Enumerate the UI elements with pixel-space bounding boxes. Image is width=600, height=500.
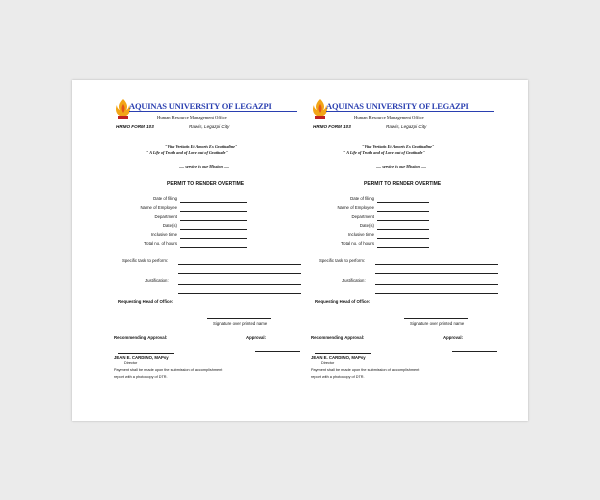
recommending-signature-line[interactable]: [315, 353, 371, 354]
field-label-department: Department: [351, 214, 374, 219]
justification-line-1[interactable]: [375, 284, 498, 285]
director-name: JEAN E. CARDINO, MAPsy: [114, 355, 169, 360]
address: Rawis, Legazpi City: [189, 124, 230, 129]
office-name: Human Resource Management Office: [354, 115, 424, 120]
specific-task-line-2[interactable]: [375, 273, 498, 274]
justification-line-2[interactable]: [375, 293, 498, 294]
field-line-name-of-employee[interactable]: [180, 211, 247, 212]
signature-caption: Signature over printed name: [410, 321, 465, 326]
payment-note-line-1: Payment shall be made upon the submission of accomplishment: [114, 368, 223, 372]
field-line-total-hours[interactable]: [377, 247, 429, 248]
overtime-permit-form-right: [312, 80, 498, 421]
field-line-total-hours[interactable]: [180, 247, 247, 248]
overtime-permit-form-left: [115, 80, 301, 421]
justification-line-1[interactable]: [178, 284, 301, 285]
justification-label: Justification:: [342, 278, 366, 283]
field-line-inclusive-time[interactable]: [377, 238, 429, 239]
specific-task-line-2[interactable]: [178, 273, 301, 274]
specific-task-label: Specific task to perform:: [122, 258, 169, 263]
field-label-inclusive-time: Inclusive time: [150, 232, 177, 237]
specific-task-label: Specific task to perform:: [319, 258, 366, 263]
requesting-head-label: Requesting Head of Office:: [118, 299, 174, 304]
university-name: AQUINAS UNIVERSITY OF LEGAZPI: [129, 101, 272, 111]
requesting-head-signature-line[interactable]: [207, 318, 271, 319]
justification-line-2[interactable]: [178, 293, 301, 294]
director-name: JEAN E. CARDINO, MAPsy: [311, 355, 366, 360]
director-title: Director: [321, 361, 335, 365]
document-page: [72, 80, 528, 421]
approval-signature-line[interactable]: [255, 351, 300, 352]
office-name: Human Resource Management Office: [157, 115, 227, 120]
motto-latin: "Vita Veritatis Et Amoris Ex Gratitudine": [165, 144, 238, 149]
specific-task-line-1[interactable]: [375, 264, 498, 265]
requesting-head-signature-line[interactable]: [404, 318, 468, 319]
director-title: Director: [124, 361, 138, 365]
motto-latin: "Vita Veritatis Et Amoris Ex Gratitudine": [362, 144, 435, 149]
field-label-dates: Date(s): [359, 223, 374, 228]
recommending-approval-label: Recommending Approval:: [311, 335, 365, 340]
field-label-total-hours: Total no. of hours: [144, 241, 177, 246]
mission-statement: ..... service is our Mission .....: [179, 164, 230, 169]
approval-label: Approval:: [443, 335, 464, 340]
university-name: AQUINAS UNIVERSITY OF LEGAZPI: [326, 101, 469, 111]
motto-english: " A Life of Truth and of Love out of Gratitude": [146, 150, 228, 155]
field-line-dates[interactable]: [180, 229, 247, 230]
signature-caption: Signature over printed name: [213, 321, 268, 326]
field-label-date-of-filing: Date of filing: [153, 196, 177, 201]
payment-note-line-2: report with a photocopy of DTR.: [311, 375, 365, 379]
field-label-total-hours: Total no. of hours: [341, 241, 374, 246]
specific-task-line-1[interactable]: [178, 264, 301, 265]
field-line-date-of-filing[interactable]: [180, 202, 247, 203]
field-line-date-of-filing[interactable]: [377, 202, 429, 203]
form-number: HRMO FORM 103: [313, 124, 351, 129]
field-label-dates: Date(s): [162, 223, 177, 228]
justification-label: Justification:: [145, 278, 169, 283]
header-rule: [326, 111, 494, 112]
field-label-department: Department: [154, 214, 177, 219]
payment-note-line-1: Payment shall be made upon the submission of accomplishment: [311, 368, 420, 372]
field-label-inclusive-time: Inclusive time: [347, 232, 374, 237]
form-number: HRMO FORM 103: [116, 124, 154, 129]
field-line-department[interactable]: [377, 220, 429, 221]
field-line-dates[interactable]: [377, 229, 429, 230]
form-title: PERMIT TO RENDER OVERTIME: [364, 181, 442, 187]
field-line-inclusive-time[interactable]: [180, 238, 247, 239]
motto-english: " A Life of Truth and of Love out of Gratitude": [343, 150, 425, 155]
form-title: PERMIT TO RENDER OVERTIME: [167, 181, 245, 187]
field-label-date-of-filing: Date of filing: [350, 196, 374, 201]
header-rule: [129, 111, 297, 112]
field-line-department[interactable]: [180, 220, 247, 221]
approval-signature-line[interactable]: [452, 351, 497, 352]
field-line-name-of-employee[interactable]: [377, 211, 429, 212]
recommending-signature-line[interactable]: [118, 353, 174, 354]
recommending-approval-label: Recommending Approval:: [114, 335, 168, 340]
field-label-name-of-employee: Name of Employee: [337, 205, 374, 210]
payment-note-line-2: report with a photocopy of DTR.: [114, 375, 168, 379]
address: Rawis, Legazpi City: [386, 124, 427, 129]
approval-label: Approval:: [246, 335, 267, 340]
mission-statement: ..... service is our Mission .....: [376, 164, 427, 169]
requesting-head-label: Requesting Head of Office:: [315, 299, 371, 304]
field-label-name-of-employee: Name of Employee: [140, 205, 177, 210]
